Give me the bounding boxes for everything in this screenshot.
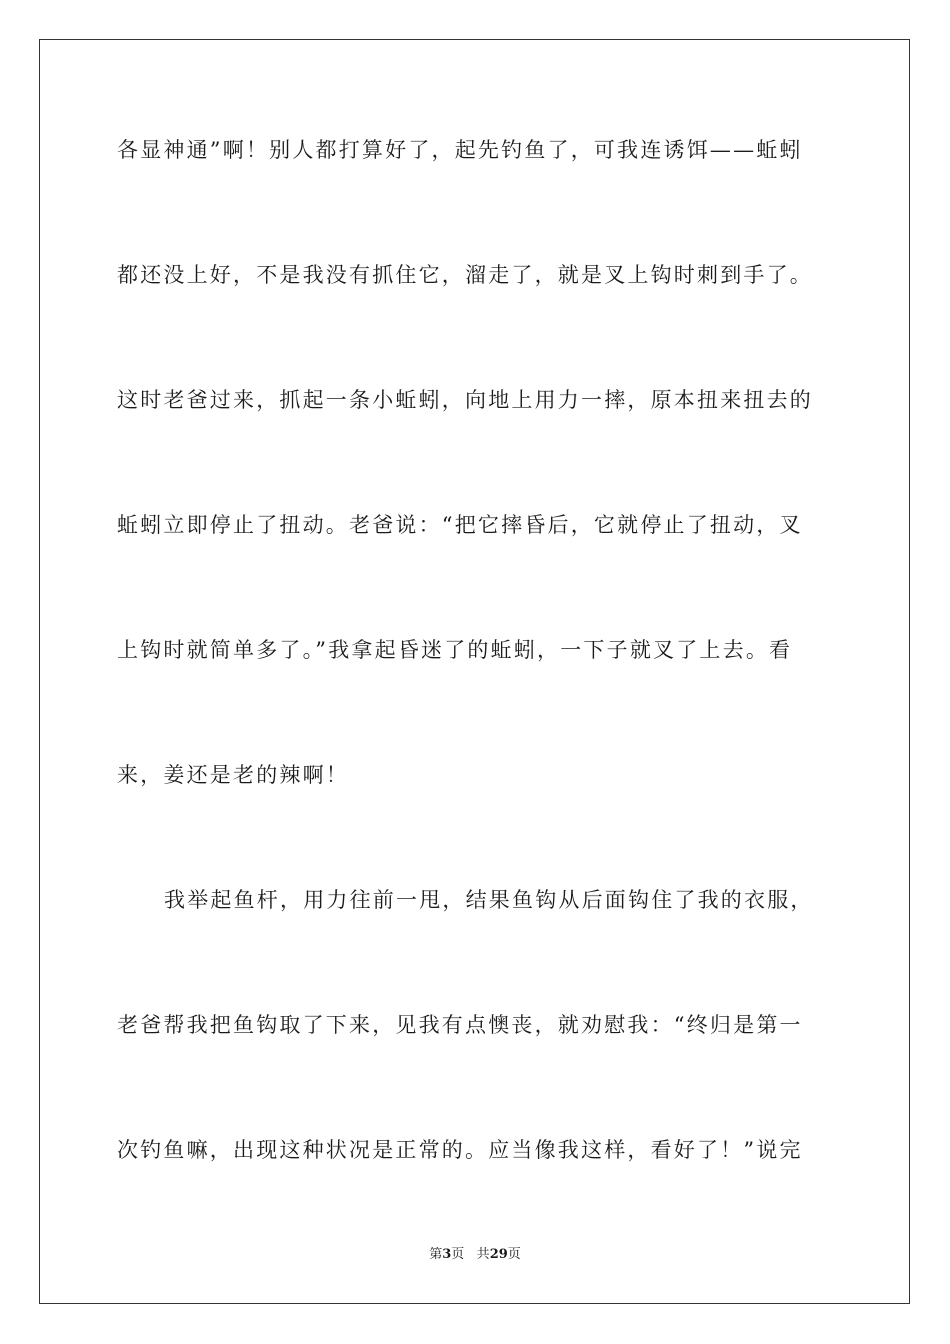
page-footer <box>0 1245 950 1265</box>
text-line: 上钩时就简单多了。”我拿起昏迷了的蚯蚓，一下子就叉了上去。看 <box>117 638 793 662</box>
paragraph-start-line: 我举起鱼杆，用力往前一甩，结果鱼钩从后面钩住了我的衣服， <box>164 888 814 912</box>
page-label-suffix: 页 <box>451 1247 465 1262</box>
text-line: 这时老爸过来，抓起一条小蚯蚓，向地上用力一摔，原本扭来扭去的 <box>117 388 813 412</box>
page-label-prefix: 第 <box>429 1247 443 1262</box>
text-line: 老爸帮我把鱼钩取了下来，见我有点懊丧，就劝慰我：“终归是第一 <box>117 1013 803 1037</box>
text-line: 都还没上好，不是我没有抓住它，溜走了，就是叉上钩时刺到手了。 <box>117 263 813 287</box>
text-line: 各显神通”啊！别人都打算好了，起先钓鱼了，可我连诱饵——蚯蚓 <box>117 138 803 162</box>
text-line: 来，姜还是老的辣啊！ <box>117 763 349 787</box>
text-line: 蚯蚓立即停止了扭动。老爸说：“把它摔昏后，它就停止了扭动，叉 <box>117 513 803 537</box>
document-body <box>117 132 833 1257</box>
text-line: 次钓鱼嘛，出现这种状况是正常的。应当像我这样，看好了！”说完 <box>117 1138 803 1162</box>
total-label-suffix: 页 <box>507 1247 521 1262</box>
current-page-number: 3 <box>442 1247 452 1262</box>
total-page-count: 29 <box>489 1247 508 1262</box>
total-label-prefix: 共 <box>476 1247 490 1262</box>
